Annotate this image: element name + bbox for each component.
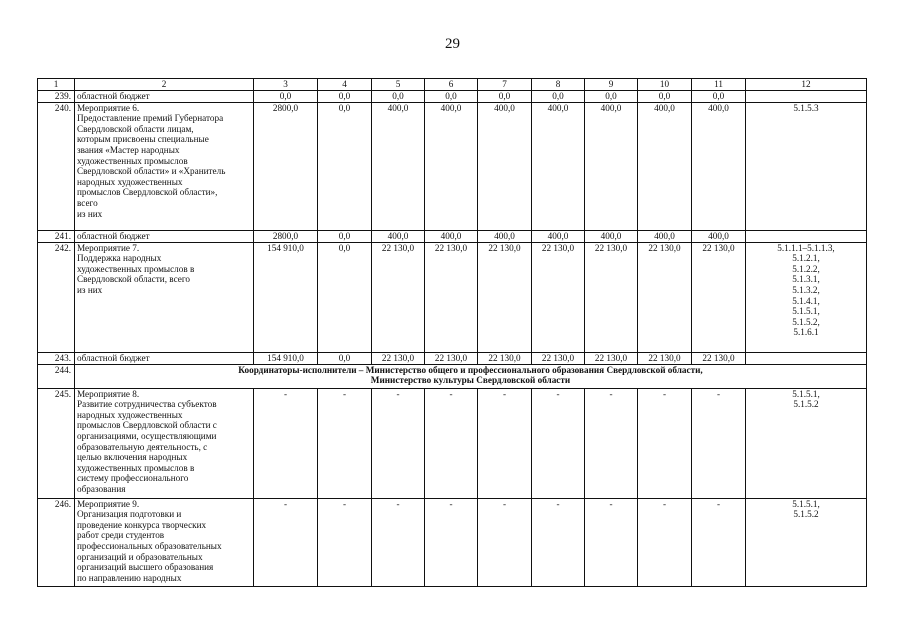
amount-cell: 22 130,0 bbox=[532, 242, 585, 352]
amount-cell: - bbox=[638, 498, 692, 586]
row-number-cell: 246. bbox=[38, 498, 75, 586]
page-number: 29 bbox=[445, 36, 460, 52]
target-code-cell: 5.1.5.1, 5.1.5.2 bbox=[746, 498, 867, 586]
target-code-cell: 5.1.1.1–5.1.1.3, 5.1.2.1, 5.1.2.2, 5.1.3.1, 5.1.3.2, 5.1.4.1, 5.1.5.1, 5.1.5.2, 5.1.6.1 bbox=[746, 242, 867, 352]
amount-cell: - bbox=[585, 498, 638, 586]
amount-cell: 400,0 bbox=[372, 230, 425, 242]
amount-cell: 22 130,0 bbox=[425, 352, 478, 364]
amount-cell: 400,0 bbox=[372, 102, 425, 230]
header-cell: 6 bbox=[425, 79, 478, 91]
amount-cell: - bbox=[318, 388, 372, 498]
amount-cell: 400,0 bbox=[692, 230, 746, 242]
header-cell: 12 bbox=[746, 79, 867, 91]
amount-cell: 154 910,0 bbox=[254, 242, 318, 352]
amount-cell: 0,0 bbox=[318, 230, 372, 242]
amount-cell: 0,0 bbox=[692, 91, 746, 103]
amount-cell: 0,0 bbox=[318, 91, 372, 103]
section-row bbox=[38, 364, 867, 388]
header-cell: 3 bbox=[254, 79, 318, 91]
target-code-cell: 5.1.5.3 bbox=[746, 102, 867, 230]
amount-cell: 0,0 bbox=[318, 242, 372, 352]
table-row bbox=[38, 102, 867, 230]
amount-cell: 2800,0 bbox=[254, 230, 318, 242]
amount-cell: 22 130,0 bbox=[372, 352, 425, 364]
amount-cell: 22 130,0 bbox=[638, 242, 692, 352]
amount-cell: 400,0 bbox=[638, 102, 692, 230]
amount-cell: - bbox=[254, 498, 318, 586]
row-description-cell: областной бюджет bbox=[75, 91, 254, 103]
row-description-cell: Мероприятие 8. Развитие сотрудничества субъектов народных художественных промыслов Свердловской области с организациями, осуществляющими образовательную деятельность, с целью включения народных художественных промыслов в систему профессионального образования bbox=[75, 388, 254, 498]
row-description-cell: Мероприятие 6. Предоставление премий Губернатора Свердловской области лицам, которым присвоены специальные звания «Мастер народных художественных промыслов Свердловской области» и «Хранитель народных художественных промыслов Свердловской области», всего из них bbox=[75, 102, 254, 230]
table-row bbox=[38, 242, 867, 352]
amount-cell: - bbox=[532, 498, 585, 586]
target-code-cell bbox=[746, 230, 867, 242]
amount-cell: - bbox=[372, 388, 425, 498]
table-row bbox=[38, 352, 867, 364]
row-number-cell: 243. bbox=[38, 352, 75, 364]
header-cell: 4 bbox=[318, 79, 372, 91]
amount-cell: - bbox=[372, 498, 425, 586]
amount-cell: 154 910,0 bbox=[254, 352, 318, 364]
header-cell: 11 bbox=[692, 79, 746, 91]
amount-cell: 0,0 bbox=[425, 91, 478, 103]
row-description-cell: областной бюджет bbox=[75, 352, 254, 364]
amount-cell: 0,0 bbox=[318, 102, 372, 230]
amount-cell: - bbox=[585, 388, 638, 498]
amount-cell: 400,0 bbox=[585, 102, 638, 230]
row-description-cell: Мероприятие 9. Организация подготовки и проведение конкурса творческих работ среди студентов профессиональных образовательных организаций и образовательных организаций высшего образования по направлению народных bbox=[75, 498, 254, 586]
amount-cell: 22 130,0 bbox=[478, 242, 532, 352]
amount-cell: 400,0 bbox=[478, 230, 532, 242]
table-row bbox=[38, 230, 867, 242]
target-code-cell bbox=[746, 91, 867, 103]
amount-cell: - bbox=[638, 388, 692, 498]
table-row bbox=[38, 91, 867, 103]
amount-cell: 0,0 bbox=[478, 91, 532, 103]
amount-cell: 0,0 bbox=[254, 91, 318, 103]
amount-cell: 400,0 bbox=[532, 230, 585, 242]
amount-cell: - bbox=[254, 388, 318, 498]
amount-cell: 0,0 bbox=[372, 91, 425, 103]
amount-cell: 400,0 bbox=[425, 230, 478, 242]
amount-cell: 22 130,0 bbox=[425, 242, 478, 352]
amount-cell: - bbox=[425, 498, 478, 586]
row-number-cell: 245. bbox=[38, 388, 75, 498]
header-cell: 10 bbox=[638, 79, 692, 91]
row-number-cell: 239. bbox=[38, 91, 75, 103]
amount-cell: 400,0 bbox=[585, 230, 638, 242]
amount-cell: 0,0 bbox=[638, 91, 692, 103]
target-code-cell: 5.1.5.1, 5.1.5.2 bbox=[746, 388, 867, 498]
amount-cell: - bbox=[478, 498, 532, 586]
amount-cell: 22 130,0 bbox=[372, 242, 425, 352]
amount-cell: 0,0 bbox=[318, 352, 372, 364]
amount-cell: 22 130,0 bbox=[692, 242, 746, 352]
header-cell: 5 bbox=[372, 79, 425, 91]
amount-cell: 0,0 bbox=[532, 91, 585, 103]
amount-cell: - bbox=[532, 388, 585, 498]
amount-cell: 22 130,0 bbox=[692, 352, 746, 364]
header-row bbox=[38, 79, 867, 91]
amount-cell: - bbox=[425, 388, 478, 498]
amount-cell: - bbox=[318, 498, 372, 586]
amount-cell: 400,0 bbox=[478, 102, 532, 230]
header-cell: 8 bbox=[532, 79, 585, 91]
amount-cell: 22 130,0 bbox=[585, 242, 638, 352]
row-number-cell: 242. bbox=[38, 242, 75, 352]
amount-cell: - bbox=[692, 388, 746, 498]
header-cell: 7 bbox=[478, 79, 532, 91]
amount-cell: - bbox=[478, 388, 532, 498]
target-code-cell bbox=[746, 352, 867, 364]
amount-cell: 22 130,0 bbox=[638, 352, 692, 364]
amount-cell: 400,0 bbox=[692, 102, 746, 230]
amount-cell: 22 130,0 bbox=[478, 352, 532, 364]
section-heading: Координаторы-исполнители – Министерство общего и профессионального образования Свердловской области, Министерство культуры Свердловской области bbox=[75, 364, 867, 388]
amount-cell: 400,0 bbox=[638, 230, 692, 242]
header-cell: 2 bbox=[75, 79, 254, 91]
amount-cell: 400,0 bbox=[532, 102, 585, 230]
amount-cell: 400,0 bbox=[425, 102, 478, 230]
row-description-cell: Мероприятие 7. Поддержка народных художественных промыслов в Свердловской области, всего из них bbox=[75, 242, 254, 352]
amount-cell: 22 130,0 bbox=[532, 352, 585, 364]
table-row bbox=[38, 498, 867, 586]
row-number-cell: 241. bbox=[38, 230, 75, 242]
table-row bbox=[38, 388, 867, 498]
amount-cell: 0,0 bbox=[585, 91, 638, 103]
amount-cell: 2800,0 bbox=[254, 102, 318, 230]
row-description-cell: областной бюджет bbox=[75, 230, 254, 242]
amount-cell: 22 130,0 bbox=[585, 352, 638, 364]
row-number-cell: 244. bbox=[38, 364, 75, 388]
header-cell: 1 bbox=[38, 79, 75, 91]
program-table bbox=[37, 78, 867, 587]
header-cell: 9 bbox=[585, 79, 638, 91]
row-number-cell: 240. bbox=[38, 102, 75, 230]
amount-cell: - bbox=[692, 498, 746, 586]
